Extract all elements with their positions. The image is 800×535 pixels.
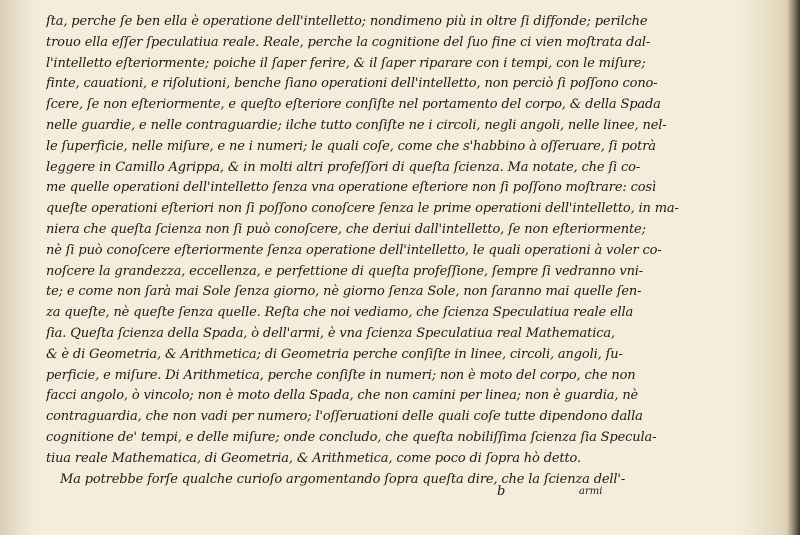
text-line: cognitione de' tempi, e delle miſure; onde concludo, che queſta nobiliſſima ſcienza ſia Specula- (46, 429, 657, 445)
text-line: ſia. Queſta ſcienza della Spada, ò dell'armi, è vna ſcienza Speculatiua real Mathematica, (46, 325, 615, 341)
text-line: contraguardia, che non vadi per numero; l'oſſeruationi delle quali coſe tutte dipendono dalla (46, 409, 643, 425)
text-line: me quelle operationi dell'intelletto ſenza vna operatione eſteriore non ſi poſſono moſtrare: così (46, 180, 656, 196)
text-line: queſte operationi eſteriori non ſi poſſono conoſcere ſenza le prime operationi dell'intelletto, in ma- (46, 201, 679, 217)
text-line: & è di Geometria, & Arithmetica; di Geometria perche conſiſte in linee, circoli, angoli, ſu- (46, 346, 623, 362)
text-line: noſcere la grandezza, eccellenza, e perfettione di queſta profeſſione, ſempre ſi vedranno vni- (46, 263, 644, 279)
catchword: armi (579, 486, 603, 497)
page-footer (0, 484, 800, 504)
text-line: tiua reale Mathematica, di Geometria, & Arithmetica, come poco di ſopra hò detto. (46, 450, 581, 466)
text-line: l'intelletto eſteriormente; poiche il ſaper ferire, & il ſaper riparare con i tempi, con le miſure; (46, 55, 646, 71)
text-line: finte, cauationi, e riſolutioni, benche ſiano operationi dell'intelletto, non perciò ſi poſſono cono- (46, 76, 658, 92)
text-line: za queſte, nè queſte ſenza quelle. Reſta che noi vediamo, che ſcienza Speculatiua reale ella (46, 305, 634, 321)
text-line: facci angolo, ò vincolo; non è moto della Spada, che non camini per linea; non è guardia, nè (46, 388, 639, 404)
text-line: le ſuperficie, nelle miſure, e ne i numeri; le quali coſe, come che s'habbino à oſſeruare, ſi potrà (46, 138, 656, 154)
text-line: ſta, perche ſe ben ella è operatione dell'intelletto; nondimeno più in oltre ſi diffonde; perilche (46, 14, 648, 29)
text-line: trouo ella eſſer ſpeculatiua reale. Reale, perche la cognitione del ſuo fine ci vien moſtrata dal- (46, 34, 651, 50)
text-line: te; e come non ſarà mai Sole ſenza giorno, nè giorno ſenza Sole, non ſaranno mai quelle ſen- (46, 284, 642, 300)
text-line: leggere in Camillo Agrippa, & in molti altri profeſſori di queſta ſcienza. Ma notate, che ſi co- (46, 159, 641, 175)
text-line-paragraph-start: Ma potrebbe forſe qualche curioſo argomentando ſopra queſta dire, che la ſcienza dell'- (60, 471, 626, 487)
text-line: perficie, e miſure. Di Arithmetica, perche conſiſte in numeri; non è moto del corpo, che non (46, 367, 636, 383)
gutter-shadow (0, 0, 36, 535)
text-line: nelle guardie, e nelle contraguardie; ilche tutto conſiſte ne i circoli, negli angoli, nelle linee, nel- (46, 117, 667, 133)
text-line: niera che queſta ſcienza non ſi può conoſcere, che deriui dall'intelletto, ſe non eſteriormente; (46, 221, 646, 237)
signature-mark: b (497, 484, 506, 499)
body-text (46, 12, 746, 490)
text-line: nè ſi può conoſcere eſteriormente ſenza operatione dell'intelletto, le quali operationi à voler co- (46, 242, 662, 258)
text-line: ſcere, ſe non eſteriormente, e queſto eſteriore conſiſte nel portamento del corpo, & della Spada (46, 97, 661, 113)
page-edge-shadow (740, 0, 800, 535)
